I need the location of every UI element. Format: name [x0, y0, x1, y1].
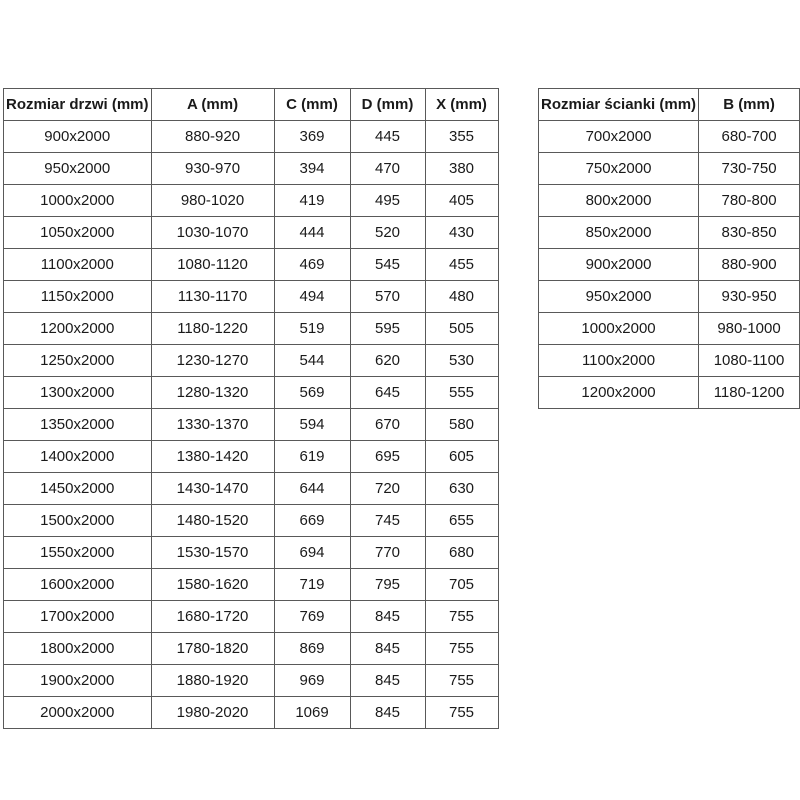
table-cell: 1880-1920 [151, 665, 274, 697]
table-cell: 1130-1170 [151, 281, 274, 313]
table-cell: 900x2000 [539, 249, 699, 281]
table-row [4, 569, 499, 601]
table-cell: 430 [425, 217, 498, 249]
door-size-table [3, 88, 499, 729]
table-cell: 380 [425, 153, 498, 185]
table-cell: 719 [274, 569, 350, 601]
table-cell: 695 [350, 441, 425, 473]
table-cell: 1400x2000 [4, 441, 152, 473]
table-cell: 444 [274, 217, 350, 249]
table-row [4, 185, 499, 217]
table-row [4, 313, 499, 345]
table-cell: 880-920 [151, 121, 274, 153]
table-cell: 845 [350, 665, 425, 697]
table-cell: 980-1020 [151, 185, 274, 217]
table-cell: 569 [274, 377, 350, 409]
table-cell: 505 [425, 313, 498, 345]
table-cell: 355 [425, 121, 498, 153]
table-cell: 1480-1520 [151, 505, 274, 537]
table-cell: 845 [350, 601, 425, 633]
column-header: Rozmiar drzwi (mm) [4, 89, 152, 121]
door-table-header-row [4, 89, 499, 121]
table-cell: 1180-1200 [699, 377, 800, 409]
table-row [4, 473, 499, 505]
table-row [4, 345, 499, 377]
table-cell: 1080-1100 [699, 345, 800, 377]
table-cell: 780-800 [699, 185, 800, 217]
table-cell: 619 [274, 441, 350, 473]
table-cell: 495 [350, 185, 425, 217]
table-row [4, 505, 499, 537]
table-row [539, 121, 800, 153]
table-cell: 845 [350, 633, 425, 665]
table-row [4, 121, 499, 153]
table-cell: 694 [274, 537, 350, 569]
table-cell: 680-700 [699, 121, 800, 153]
table-cell: 980-1000 [699, 313, 800, 345]
table-row [539, 281, 800, 313]
column-header: Rozmiar ścianki (mm) [539, 89, 699, 121]
table-cell: 655 [425, 505, 498, 537]
table-cell: 705 [425, 569, 498, 601]
table-row [539, 249, 800, 281]
table-row [539, 313, 800, 345]
table-cell: 1350x2000 [4, 409, 152, 441]
table-cell: 2000x2000 [4, 697, 152, 729]
column-header: X (mm) [425, 89, 498, 121]
table-cell: 969 [274, 665, 350, 697]
table-row [539, 345, 800, 377]
table-cell: 470 [350, 153, 425, 185]
table-cell: 1600x2000 [4, 569, 152, 601]
column-header: D (mm) [350, 89, 425, 121]
table-cell: 730-750 [699, 153, 800, 185]
table-row [4, 249, 499, 281]
table-row [539, 185, 800, 217]
table-row [4, 537, 499, 569]
table-cell: 1080-1120 [151, 249, 274, 281]
table-cell: 594 [274, 409, 350, 441]
column-header: C (mm) [274, 89, 350, 121]
table-row [4, 633, 499, 665]
table-cell: 1500x2000 [4, 505, 152, 537]
table-cell: 494 [274, 281, 350, 313]
table-row [4, 409, 499, 441]
table-cell: 1000x2000 [4, 185, 152, 217]
table-row [539, 377, 800, 409]
table-cell: 455 [425, 249, 498, 281]
table-cell: 845 [350, 697, 425, 729]
table-cell: 1050x2000 [4, 217, 152, 249]
table-cell: 720 [350, 473, 425, 505]
table-cell: 1580-1620 [151, 569, 274, 601]
table-cell: 520 [350, 217, 425, 249]
table-cell: 950x2000 [539, 281, 699, 313]
table-cell: 1000x2000 [539, 313, 699, 345]
wall-table-header-row [539, 89, 800, 121]
table-cell: 1380-1420 [151, 441, 274, 473]
table-cell: 1900x2000 [4, 665, 152, 697]
table-cell: 1330-1370 [151, 409, 274, 441]
table-cell: 480 [425, 281, 498, 313]
table-cell: 645 [350, 377, 425, 409]
table-cell: 755 [425, 633, 498, 665]
table-cell: 769 [274, 601, 350, 633]
table-cell: 419 [274, 185, 350, 217]
table-cell: 670 [350, 409, 425, 441]
table-cell: 669 [274, 505, 350, 537]
table-cell: 545 [350, 249, 425, 281]
table-cell: 1180-1220 [151, 313, 274, 345]
table-cell: 1680-1720 [151, 601, 274, 633]
table-cell: 750x2000 [539, 153, 699, 185]
table-row [4, 441, 499, 473]
table-cell: 755 [425, 601, 498, 633]
table-cell: 519 [274, 313, 350, 345]
wall-table-body [539, 121, 800, 409]
table-row [4, 697, 499, 729]
table-cell: 1200x2000 [4, 313, 152, 345]
table-cell: 530 [425, 345, 498, 377]
table-cell: 644 [274, 473, 350, 505]
table-cell: 755 [425, 665, 498, 697]
table-cell: 1150x2000 [4, 281, 152, 313]
table-row [539, 153, 800, 185]
table-cell: 1700x2000 [4, 601, 152, 633]
table-cell: 605 [425, 441, 498, 473]
table-cell: 445 [350, 121, 425, 153]
table-cell: 1300x2000 [4, 377, 152, 409]
table-cell: 930-970 [151, 153, 274, 185]
table-cell: 544 [274, 345, 350, 377]
table-cell: 1069 [274, 697, 350, 729]
table-cell: 800x2000 [539, 185, 699, 217]
table-cell: 770 [350, 537, 425, 569]
table-cell: 620 [350, 345, 425, 377]
table-cell: 1100x2000 [539, 345, 699, 377]
column-header: A (mm) [151, 89, 274, 121]
table-cell: 830-850 [699, 217, 800, 249]
table-cell: 880-900 [699, 249, 800, 281]
table-cell: 930-950 [699, 281, 800, 313]
table-cell: 745 [350, 505, 425, 537]
table-cell: 555 [425, 377, 498, 409]
door-table-body [4, 121, 499, 729]
table-cell: 570 [350, 281, 425, 313]
table-cell: 700x2000 [539, 121, 699, 153]
table-cell: 394 [274, 153, 350, 185]
table-row [4, 377, 499, 409]
table-cell: 630 [425, 473, 498, 505]
table-cell: 405 [425, 185, 498, 217]
column-header: B (mm) [699, 89, 800, 121]
table-row [4, 281, 499, 313]
table-row [4, 153, 499, 185]
table-cell: 1280-1320 [151, 377, 274, 409]
table-cell: 755 [425, 697, 498, 729]
table-cell: 1430-1470 [151, 473, 274, 505]
table-row [4, 217, 499, 249]
table-cell: 1250x2000 [4, 345, 152, 377]
table-cell: 1030-1070 [151, 217, 274, 249]
table-row [4, 665, 499, 697]
table-cell: 950x2000 [4, 153, 152, 185]
table-cell: 1100x2000 [4, 249, 152, 281]
table-cell: 1780-1820 [151, 633, 274, 665]
table-cell: 1530-1570 [151, 537, 274, 569]
table-cell: 469 [274, 249, 350, 281]
table-cell: 795 [350, 569, 425, 601]
wall-size-table [538, 88, 800, 409]
table-cell: 900x2000 [4, 121, 152, 153]
table-cell: 680 [425, 537, 498, 569]
table-cell: 869 [274, 633, 350, 665]
table-cell: 1230-1270 [151, 345, 274, 377]
table-cell: 595 [350, 313, 425, 345]
table-cell: 1980-2020 [151, 697, 274, 729]
table-row [4, 601, 499, 633]
table-cell: 1200x2000 [539, 377, 699, 409]
table-cell: 1450x2000 [4, 473, 152, 505]
table-row [539, 217, 800, 249]
table-cell: 850x2000 [539, 217, 699, 249]
table-cell: 580 [425, 409, 498, 441]
table-cell: 1550x2000 [4, 537, 152, 569]
table-cell: 369 [274, 121, 350, 153]
table-cell: 1800x2000 [4, 633, 152, 665]
